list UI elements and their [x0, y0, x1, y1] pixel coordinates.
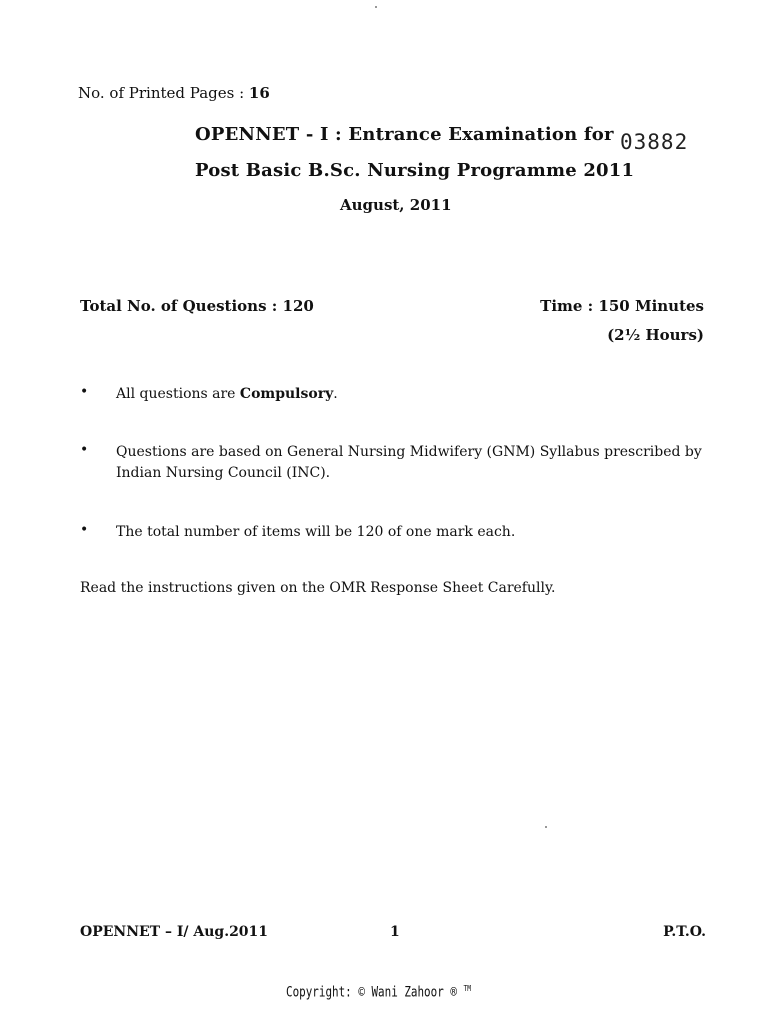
instruction-1-bold: Compulsory: [239, 386, 334, 402]
serial-number: 03882: [620, 130, 689, 154]
instruction-item-3: The total number of items will be 120 of one mark each.: [116, 524, 516, 540]
printed-pages-line: [78, 84, 270, 102]
instruction-1-end: .: [333, 386, 338, 402]
page-number: 1: [390, 924, 400, 940]
exam-title-line1: OPENNET - I : Entrance Examination for: [195, 124, 614, 145]
scan-speck: [375, 6, 377, 8]
instruction-item-2: Questions are based on General Nursing Midwifery (GNM) Syllabus prescribed by Indian Nursing Council (INC).: [116, 444, 702, 481]
printed-pages-value: 16: [248, 84, 270, 102]
omr-instruction: Read the instructions given on the OMR Response Sheet Carefully.: [80, 580, 556, 596]
exam-title-line2: Post Basic B.Sc. Nursing Programme 2011: [195, 160, 635, 181]
time-limit: Time : 150 Minutes: [540, 297, 704, 315]
copyright-watermark: [286, 984, 471, 1001]
scan-speck: [545, 826, 547, 828]
copyright-text: Copyright: © Wani Zahoor ®: [286, 984, 457, 1001]
time-hours: (2½ Hours): [607, 326, 704, 344]
instruction-item-1: [116, 384, 710, 405]
bullet-icon: •: [80, 522, 89, 538]
instruction-1-text: All questions are: [116, 386, 240, 402]
printed-pages-label: No. of Printed Pages :: [78, 84, 245, 102]
total-questions: Total No. of Questions : 120: [80, 297, 314, 315]
bullet-icon: •: [80, 442, 89, 458]
footer-code: OPENNET – I/ Aug.2011: [80, 924, 269, 940]
trademark-mark: TM: [463, 984, 472, 993]
exam-date: August, 2011: [340, 196, 452, 214]
bullet-icon: •: [80, 384, 89, 400]
pto-label: P.T.O.: [663, 924, 706, 940]
